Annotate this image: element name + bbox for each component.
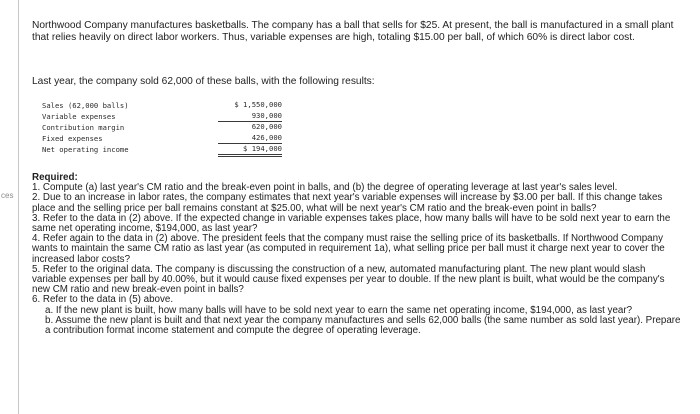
variable-expenses-value: 930,000 [218,111,282,122]
statement-row-fixed [42,133,282,144]
last-year-text: Last year, the company sold 62,000 of these balls, with the following results: [32,76,375,87]
fixed-expenses-label: Fixed expenses [42,134,103,143]
required-heading: Required: [32,172,78,183]
fixed-expenses-value: 426,000 [218,133,282,144]
statement-row-variable [42,111,282,122]
sales-value: $ 1,550,000 [234,100,282,109]
statement-row-sales [42,100,282,111]
requirement-3: 3. Refer to the data in (2) above. If the expected change in variable expenses takes place, how many balls will have to be sold next year to earn the same net operating income, $194,000, as last year? [32,212,671,235]
side-tab-label: ces [1,191,14,200]
requirement-4: 4. Refer again to the data in (2) above. The president feels that the company must raise the selling price of its basketballs. If Northwood Company wants to maintain the same CM ratio as last year (as computed in requirement 1a), what selling price per ball must it charge next year to cover the increased labor costs? [32,233,665,265]
net-operating-income-label: Net operating income [42,145,129,154]
statement-row-contribution [42,122,282,133]
requirement-6: 6. Refer to the data in (5) above. [32,294,174,306]
requirements-section [32,173,682,336]
variable-expenses-label: Variable expenses [42,112,116,121]
requirement-6a: a. If the new plant is built, how many balls will have to be sold next year to earn the same net operating income, $194,000, as last year? [45,304,633,316]
net-operating-income-value: $ 194,000 [218,144,282,157]
requirement-5: 5. Refer to the original data. The company is discussing the construction of a new, automated manufacturing plant. The new plant would slash variable expenses per ball by 40.00%, but it would cause fixed expenses per year to double. If the new plant is built, what would be the company's new CM ratio and new break-even point in balls? [32,263,665,296]
statement-row-noi [42,144,282,155]
requirement-6b: b. Assume the new plant is built and that next year the company manufactures and sells 62,000 balls (the same number as sold last year). Prepare a contribution format income statement and compute the degree of operating leverage. [45,314,681,337]
income-statement [42,100,282,155]
contribution-margin-value: 620,000 [251,122,282,131]
contribution-margin-label: Contribution margin [42,123,125,132]
requirement-1: 1. Compute (a) last year's CM ratio and the break-even point in balls, and (b) the degree of operating leverage at last year's sales level. [32,182,618,194]
sales-label: Sales (62,000 balls) [42,101,129,110]
problem-intro: Northwood Company manufactures basketballs. The company has a ball that sells for $25. At present, the ball is manufactured in a small plant that relies heavily on direct labor workers. Thus, variable expenses are high, totaling $15.00 per ball, of which 60% is direct labor cost. [32,20,674,44]
requirement-2: 2. Due to an increase in labor rates, the company estimates that next year's variable expenses will increase by $3.00 per ball. If this change takes place and the selling price per ball remains constant at $25.00, what will be next year's CM ratio and the break-even point in balls? [32,192,663,214]
